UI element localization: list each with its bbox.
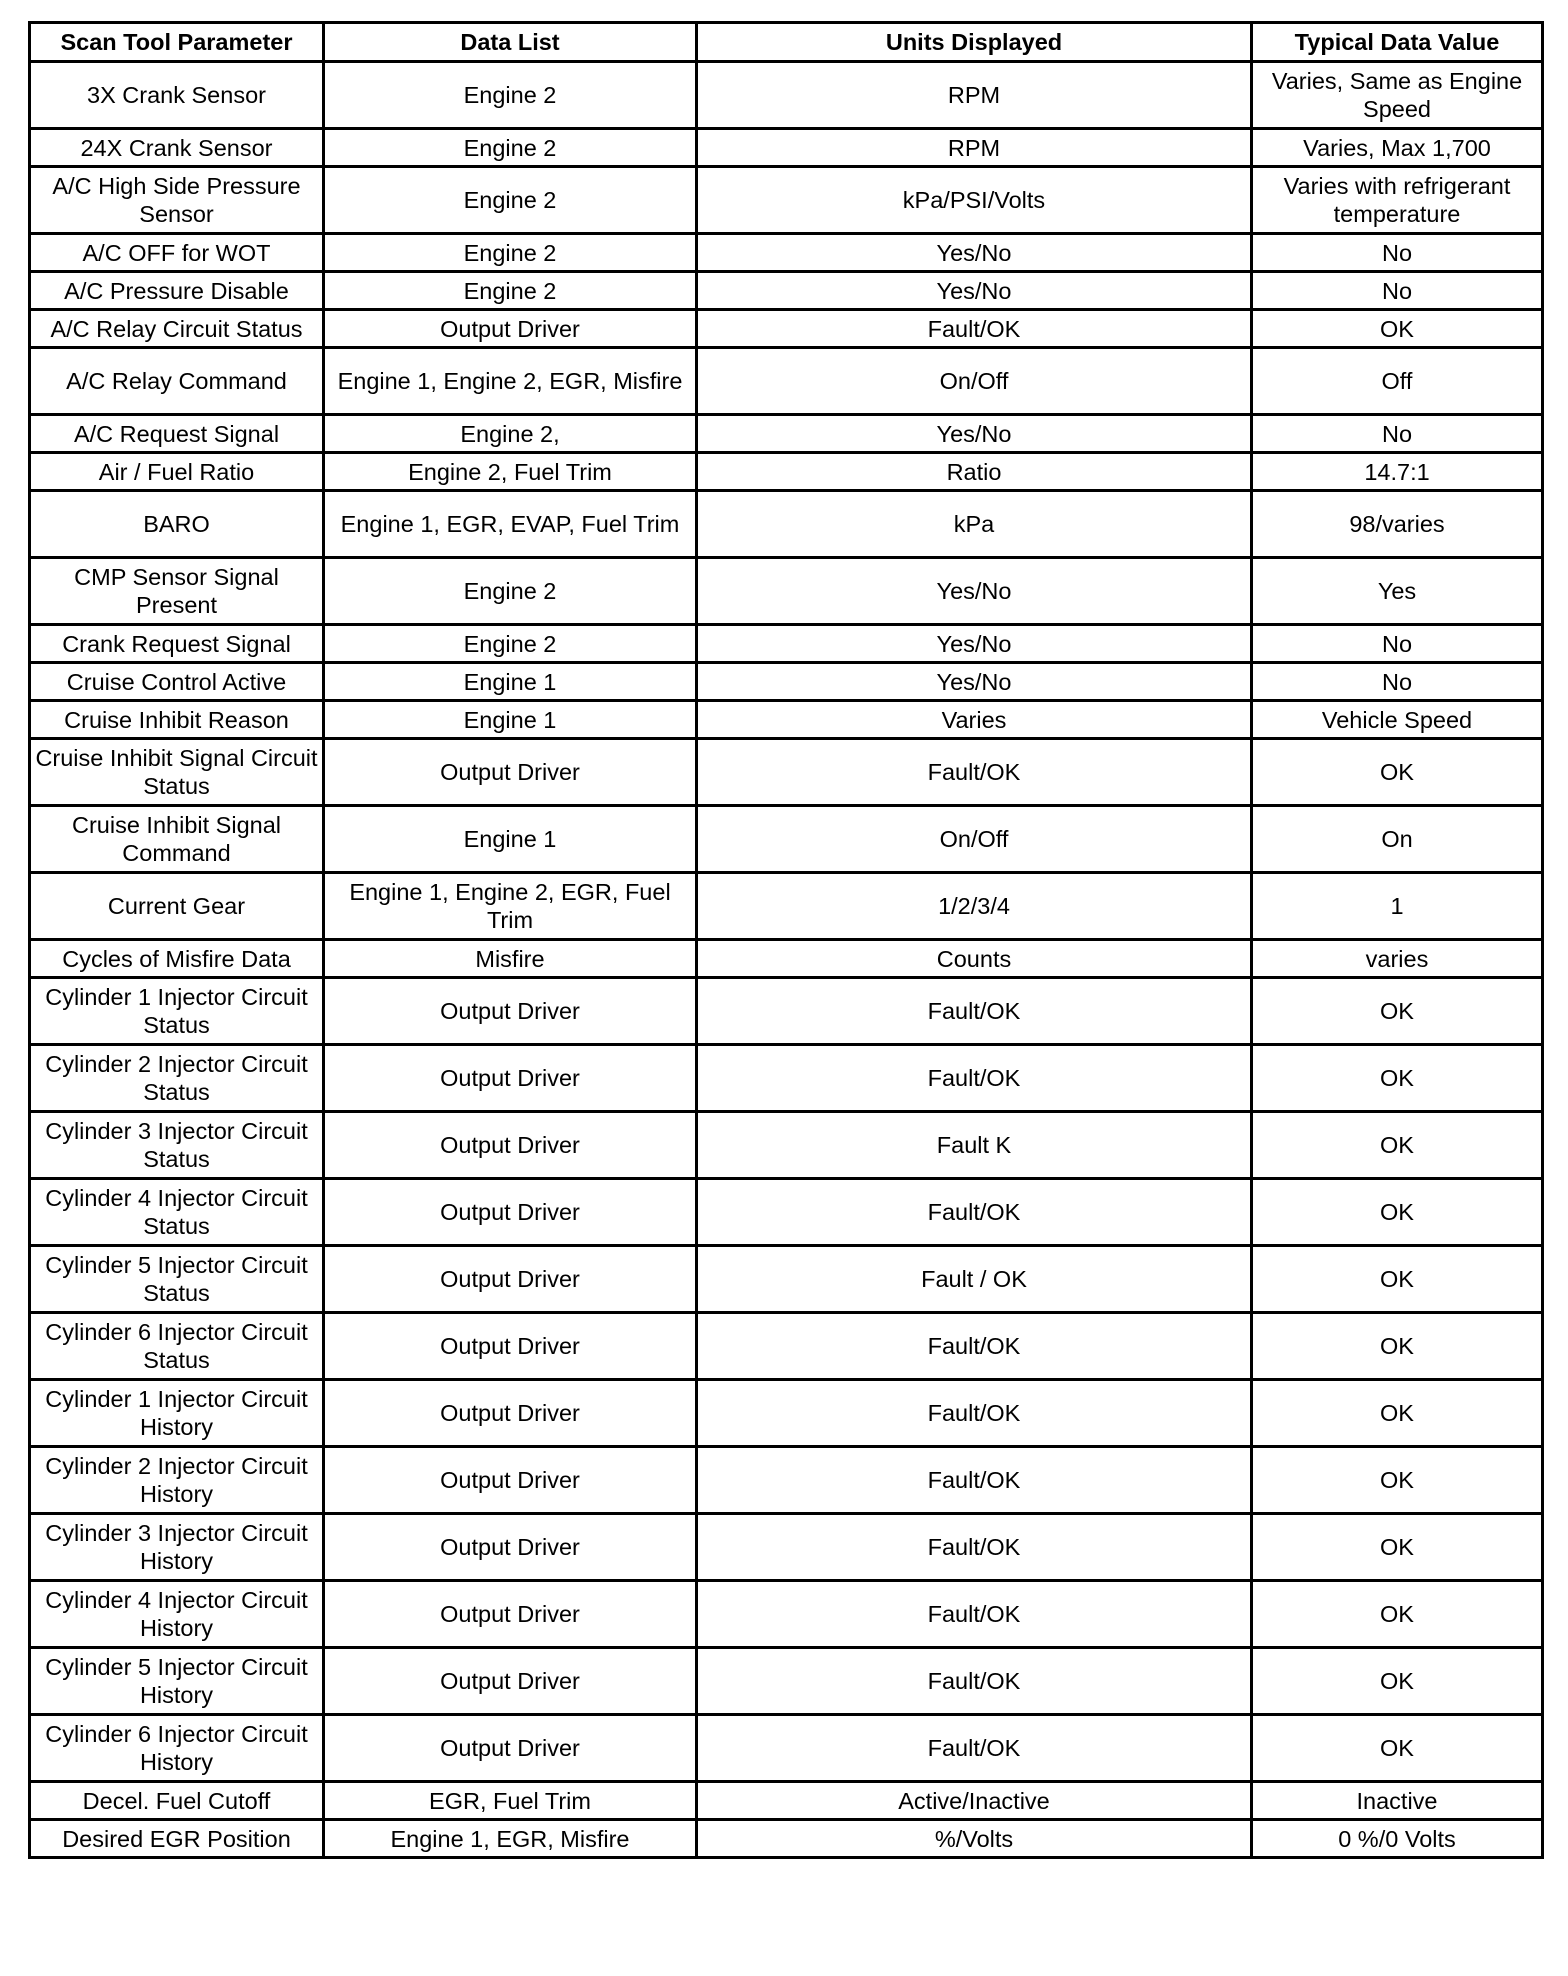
table-row xyxy=(30,978,1543,1045)
cell-units: RPM xyxy=(697,62,1252,129)
table-row xyxy=(30,491,1543,558)
cell-data-list: Engine 2 xyxy=(324,558,697,625)
cell-typical: OK xyxy=(1252,739,1543,806)
cell-parameter: Cylinder 6 Injector Circuit History xyxy=(30,1715,324,1782)
table-row xyxy=(30,940,1543,978)
cell-parameter: A/C Request Signal xyxy=(30,415,324,453)
table-row xyxy=(30,310,1543,348)
cell-typical: Varies, Same as Engine Speed xyxy=(1252,62,1543,129)
cell-parameter: Cylinder 6 Injector Circuit Status xyxy=(30,1313,324,1380)
cell-data-list: Output Driver xyxy=(324,1514,697,1581)
cell-units: kPa xyxy=(697,491,1252,558)
table-row xyxy=(30,1246,1543,1313)
cell-parameter: Cylinder 3 Injector Circuit History xyxy=(30,1514,324,1581)
table-row xyxy=(30,167,1543,234)
cell-typical: OK xyxy=(1252,1112,1543,1179)
header-units-displayed: Units Displayed xyxy=(697,23,1252,62)
cell-typical: OK xyxy=(1252,1246,1543,1313)
cell-parameter: A/C Relay Circuit Status xyxy=(30,310,324,348)
cell-data-list: Engine 2, xyxy=(324,415,697,453)
cell-data-list: Engine 1, Engine 2, EGR, Misfire xyxy=(324,348,697,415)
table-row xyxy=(30,701,1543,739)
cell-typical: OK xyxy=(1252,310,1543,348)
cell-units: Yes/No xyxy=(697,558,1252,625)
cell-typical: OK xyxy=(1252,1447,1543,1514)
table-row xyxy=(30,1820,1543,1858)
cell-typical: No xyxy=(1252,234,1543,272)
cell-units: Yes/No xyxy=(697,625,1252,663)
cell-data-list: Engine 1 xyxy=(324,701,697,739)
cell-units: Fault/OK xyxy=(697,1045,1252,1112)
cell-parameter: Cylinder 1 Injector Circuit History xyxy=(30,1380,324,1447)
cell-parameter: Cylinder 1 Injector Circuit Status xyxy=(30,978,324,1045)
cell-parameter: BARO xyxy=(30,491,324,558)
cell-parameter: Current Gear xyxy=(30,873,324,940)
cell-data-list: Engine 2 xyxy=(324,234,697,272)
header-typical-data-value: Typical Data Value xyxy=(1252,23,1543,62)
table-row xyxy=(30,453,1543,491)
table-row xyxy=(30,234,1543,272)
cell-units: Fault/OK xyxy=(697,1313,1252,1380)
cell-units: Yes/No xyxy=(697,415,1252,453)
cell-data-list: Engine 2 xyxy=(324,129,697,167)
cell-data-list: Output Driver xyxy=(324,1715,697,1782)
cell-units: Fault/OK xyxy=(697,310,1252,348)
cell-typical: Inactive xyxy=(1252,1782,1543,1820)
cell-typical: 0 %/0 Volts xyxy=(1252,1820,1543,1858)
cell-data-list: Engine 1, EGR, EVAP, Fuel Trim xyxy=(324,491,697,558)
table-row xyxy=(30,739,1543,806)
cell-units: RPM xyxy=(697,129,1252,167)
scan-tool-data-table xyxy=(28,21,1544,1859)
table-row xyxy=(30,625,1543,663)
cell-typical: OK xyxy=(1252,978,1543,1045)
cell-units: Fault/OK xyxy=(697,1447,1252,1514)
table-row xyxy=(30,1782,1543,1820)
cell-typical: varies xyxy=(1252,940,1543,978)
table-row xyxy=(30,272,1543,310)
cell-units: Fault / OK xyxy=(697,1246,1252,1313)
cell-units: Fault/OK xyxy=(697,1581,1252,1648)
cell-data-list: EGR, Fuel Trim xyxy=(324,1782,697,1820)
cell-typical: OK xyxy=(1252,1715,1543,1782)
cell-typical: Varies, Max 1,700 xyxy=(1252,129,1543,167)
cell-parameter: Crank Request Signal xyxy=(30,625,324,663)
cell-units: Fault/OK xyxy=(697,1179,1252,1246)
cell-units: Fault/OK xyxy=(697,1648,1252,1715)
cell-parameter: Cylinder 2 Injector Circuit History xyxy=(30,1447,324,1514)
header-data-list: Data List xyxy=(324,23,697,62)
cell-units: Varies xyxy=(697,701,1252,739)
cell-units: Ratio xyxy=(697,453,1252,491)
table-row xyxy=(30,1380,1543,1447)
cell-data-list: Engine 2 xyxy=(324,62,697,129)
table-row xyxy=(30,1313,1543,1380)
cell-parameter: CMP Sensor Signal Present xyxy=(30,558,324,625)
table-row xyxy=(30,1112,1543,1179)
cell-data-list: Output Driver xyxy=(324,1581,697,1648)
cell-data-list: Output Driver xyxy=(324,978,697,1045)
cell-units: Fault/OK xyxy=(697,1514,1252,1581)
cell-units: Fault/OK xyxy=(697,978,1252,1045)
cell-data-list: Engine 1 xyxy=(324,806,697,873)
cell-units: Yes/No xyxy=(697,234,1252,272)
cell-parameter: A/C Pressure Disable xyxy=(30,272,324,310)
cell-data-list: Output Driver xyxy=(324,739,697,806)
cell-data-list: Output Driver xyxy=(324,1648,697,1715)
cell-parameter: Desired EGR Position xyxy=(30,1820,324,1858)
cell-units: Fault/OK xyxy=(697,1715,1252,1782)
cell-parameter: A/C High Side Pressure Sensor xyxy=(30,167,324,234)
cell-data-list: Output Driver xyxy=(324,1112,697,1179)
cell-units: Yes/No xyxy=(697,663,1252,701)
cell-units: %/Volts xyxy=(697,1820,1252,1858)
cell-parameter: Cruise Control Active xyxy=(30,663,324,701)
cell-typical: Yes xyxy=(1252,558,1543,625)
cell-typical: OK xyxy=(1252,1313,1543,1380)
cell-parameter: Cylinder 5 Injector Circuit Status xyxy=(30,1246,324,1313)
cell-data-list: Output Driver xyxy=(324,1045,697,1112)
cell-data-list: Output Driver xyxy=(324,1313,697,1380)
cell-data-list: Output Driver xyxy=(324,1447,697,1514)
table-row xyxy=(30,129,1543,167)
cell-data-list: Engine 2 xyxy=(324,167,697,234)
cell-typical: OK xyxy=(1252,1514,1543,1581)
table-row xyxy=(30,806,1543,873)
table-row xyxy=(30,62,1543,129)
cell-units: On/Off xyxy=(697,348,1252,415)
cell-typical: No xyxy=(1252,415,1543,453)
cell-parameter: A/C OFF for WOT xyxy=(30,234,324,272)
cell-data-list: Output Driver xyxy=(324,1380,697,1447)
cell-typical: OK xyxy=(1252,1581,1543,1648)
cell-data-list: Engine 1, EGR, Misfire xyxy=(324,1820,697,1858)
header-scan-tool-parameter: Scan Tool Parameter xyxy=(30,23,324,62)
cell-typical: No xyxy=(1252,625,1543,663)
header-row xyxy=(30,23,1543,62)
cell-parameter: Cruise Inhibit Reason xyxy=(30,701,324,739)
cell-units: Fault/OK xyxy=(697,739,1252,806)
table-row xyxy=(30,1179,1543,1246)
cell-parameter: Cylinder 5 Injector Circuit History xyxy=(30,1648,324,1715)
cell-units: Counts xyxy=(697,940,1252,978)
cell-typical: No xyxy=(1252,663,1543,701)
table-row xyxy=(30,1581,1543,1648)
cell-typical: 98/varies xyxy=(1252,491,1543,558)
cell-typical: OK xyxy=(1252,1179,1543,1246)
cell-data-list: Output Driver xyxy=(324,310,697,348)
table-row xyxy=(30,348,1543,415)
table-row xyxy=(30,1715,1543,1782)
cell-parameter: 24X Crank Sensor xyxy=(30,129,324,167)
cell-typical: OK xyxy=(1252,1648,1543,1715)
cell-units: Yes/No xyxy=(697,272,1252,310)
cell-data-list: Output Driver xyxy=(324,1179,697,1246)
cell-parameter: Cycles of Misfire Data xyxy=(30,940,324,978)
table-row xyxy=(30,873,1543,940)
table-row xyxy=(30,415,1543,453)
cell-typical: Vehicle Speed xyxy=(1252,701,1543,739)
cell-data-list: Engine 1 xyxy=(324,663,697,701)
cell-parameter: Cylinder 4 Injector Circuit History xyxy=(30,1581,324,1648)
cell-parameter: Cylinder 2 Injector Circuit Status xyxy=(30,1045,324,1112)
cell-typical: OK xyxy=(1252,1380,1543,1447)
cell-parameter: Decel. Fuel Cutoff xyxy=(30,1782,324,1820)
cell-parameter: Cruise Inhibit Signal Command xyxy=(30,806,324,873)
cell-units: Active/Inactive xyxy=(697,1782,1252,1820)
cell-typical: OK xyxy=(1252,1045,1543,1112)
cell-data-list: Engine 2 xyxy=(324,272,697,310)
table-row xyxy=(30,663,1543,701)
cell-data-list: Engine 2 xyxy=(324,625,697,663)
cell-units: Fault K xyxy=(697,1112,1252,1179)
cell-typical: Off xyxy=(1252,348,1543,415)
cell-typical: On xyxy=(1252,806,1543,873)
cell-data-list: Engine 2, Fuel Trim xyxy=(324,453,697,491)
cell-data-list: Misfire xyxy=(324,940,697,978)
cell-typical: Varies with refrigerant temperature xyxy=(1252,167,1543,234)
table-row xyxy=(30,1514,1543,1581)
table-row xyxy=(30,1648,1543,1715)
cell-parameter: A/C Relay Command xyxy=(30,348,324,415)
table-row xyxy=(30,558,1543,625)
cell-parameter: 3X Crank Sensor xyxy=(30,62,324,129)
cell-parameter: Cruise Inhibit Signal Circuit Status xyxy=(30,739,324,806)
table-row xyxy=(30,1447,1543,1514)
cell-typical: 1 xyxy=(1252,873,1543,940)
cell-units: 1/2/3/4 xyxy=(697,873,1252,940)
cell-parameter: Cylinder 3 Injector Circuit Status xyxy=(30,1112,324,1179)
cell-parameter: Cylinder 4 Injector Circuit Status xyxy=(30,1179,324,1246)
cell-data-list: Engine 1, Engine 2, EGR, Fuel Trim xyxy=(324,873,697,940)
cell-typical: 14.7:1 xyxy=(1252,453,1543,491)
cell-data-list: Output Driver xyxy=(324,1246,697,1313)
cell-parameter: Air / Fuel Ratio xyxy=(30,453,324,491)
cell-units: kPa/PSI/Volts xyxy=(697,167,1252,234)
cell-units: On/Off xyxy=(697,806,1252,873)
table-row xyxy=(30,1045,1543,1112)
cell-typical: No xyxy=(1252,272,1543,310)
cell-units: Fault/OK xyxy=(697,1380,1252,1447)
